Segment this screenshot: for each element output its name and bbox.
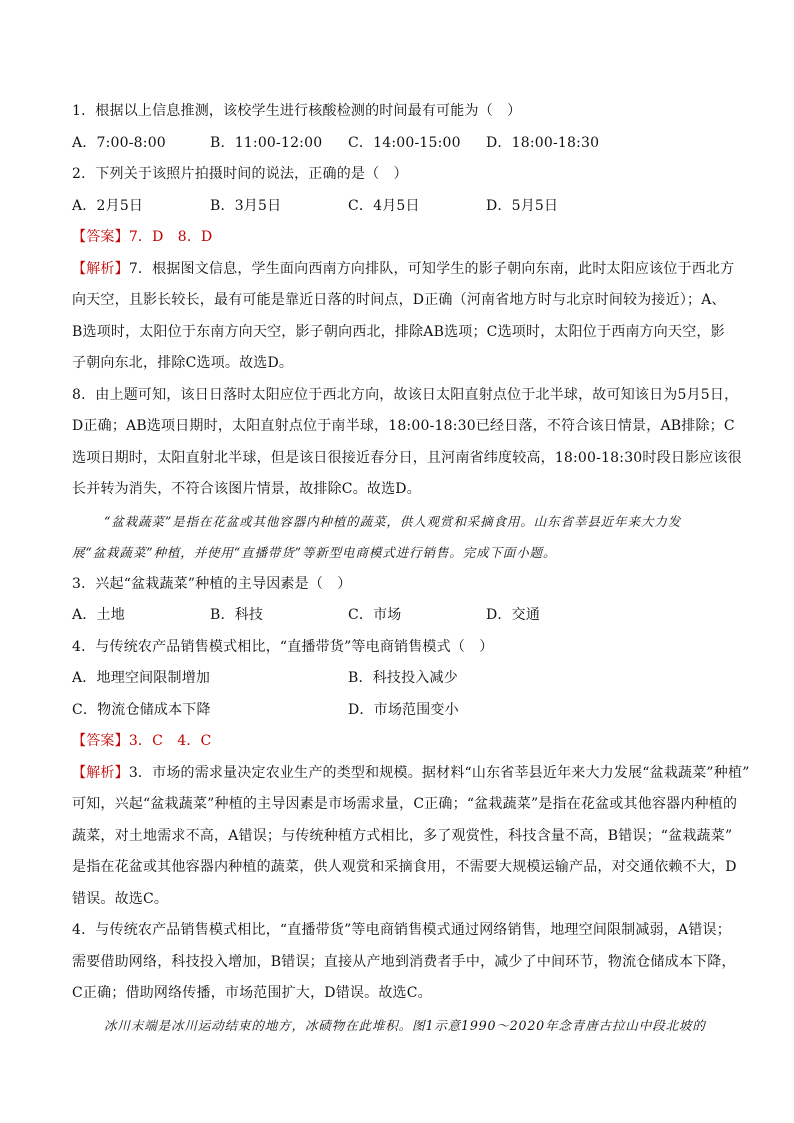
option-b: B．11:00-12:00 [210,134,323,151]
explanation-7-line [72,254,735,286]
explanation-7-line: 子朝向东北，排除C选项。故选D。 [72,355,294,371]
explanation-4-line: 4．与传统农产品销售模式相比，“直播带货”等电商销售模式通过网络销售，地理空间限制减弱，A错误； [72,922,731,938]
answer-tag: 【答案】 [72,733,129,749]
option-a: A．地理空间限制增加 [72,670,211,686]
option-d: D．18:00-18:30 [486,134,600,151]
option-a: A．7:00-8:00 [72,134,166,151]
explanation-3-line: 蔬菜，对土地需求不高，A错误；与传统种植方式相比，多了观赏性，科技含量不高，B错误；“盆栽蔬菜” [72,827,733,844]
question-3-options [72,600,732,632]
explanation-3-line [72,758,750,790]
document-page [72,96,750,1041]
explanation-8-line: 8．由上题可知，该日日落时太阳应位于西北方向，故该日太阳直射点位于北半球，故可知该日为5月5日， [72,386,739,403]
answer-text: 7．D 8．D [128,229,213,245]
option-d: D．5月5日 [486,197,559,214]
explanation-4-line: C正确；借助网络传播，市场范围扩大，D错误。故选C。 [72,985,432,1001]
option-b: B．3月5日 [210,197,282,214]
option-c: C．14:00-15:00 [348,134,461,151]
question-2-stem: 2．下列关于该照片拍摄时间的说法，正确的是（ ） [72,166,408,182]
option-b: B．科技 [210,607,264,623]
question-4-options-row2 [72,695,732,727]
answer-3-4 [72,726,732,758]
question-4-options-row1 [72,663,732,695]
explanation-7-line: 向天空，且影长较长，最有可能是靠近日落的时间点，D正确（河南省地方时与北京时间较为接近）；A、 [72,292,726,308]
answer-7-8 [72,222,732,254]
question-1-stem: 1．根据以上信息推测，该校学生进行核酸检测的时间最有可能为（ ） [72,103,522,119]
explanation-3-line: 可知，兴起“盆栽蔬菜”种植的主导因素是市场需求量，C正确；“盆栽蔬菜”是指在花盆或其他容器内种植的 [72,796,738,812]
explanation-text: 7．根据图文信息，学生面向西南方向排队，可知学生的影子朝向东南，此时太阳应该位于西北方 [128,260,735,277]
question-1-options [72,128,732,160]
explanation-text: 3．市场的需求量决定农业生产的类型和规模。据材料“山东省莘县近年来大力发展“盆栽蔬菜”种植” [128,764,750,781]
explanation-8-line: D正确；AB选项日期时，太阳直射点位于南半球，18:00-18:30已经日落，不符合该日情景，AB排除；C [72,418,735,434]
explanation-8-line: 长并转为消失，不符合该图片情景，故排除C。故选D。 [72,481,421,497]
explanation-4-line: 需要借助网络，科技投入增加，B错误；直接从产地到消费者手中，减少了中间环节，物流仓储成本下降， [72,953,736,970]
question-4-stem: 4．与传统农产品销售模式相比，“直播带货”等电商销售模式（ ） [72,638,494,655]
explanation-tag: 【解析】 [72,764,129,781]
explanation-tag: 【解析】 [72,260,129,277]
option-c: C．4月5日 [348,197,420,214]
explanation-3-line: 是指在花盆或其他容器内种植的蔬菜，供人观赏和采摘食用，不需要大规模运输产品，对交通依赖不大，D [72,859,737,875]
option-d: D．交通 [486,607,541,623]
question-3-stem: 3．兴起“盆栽蔬菜”种植的主导因素是（ ） [72,575,352,592]
explanation-8-line: 选项日期时，太阳直射北半球，但是该日很接近春分日，且河南省纬度较高，18:00-18:30时段日影应该很 [72,449,742,466]
option-a: A．土地 [72,607,125,623]
option-d: D．市场范围变小 [348,701,459,718]
answer-text: 3．C 4．C [128,733,212,749]
answer-tag: 【答案】 [72,229,129,245]
explanation-7-line: B选项时，太阳位于东南方向天空，影子朝向西北，排除AB选项；C选项时，太阳位于西南方向天空，影 [72,323,725,340]
explanation-3-line: 错误。故选C。 [72,890,169,907]
option-c: C．市场 [348,607,402,623]
question-2-options [72,191,732,223]
option-b: B．科技投入减少 [348,670,458,686]
material-intro-line: “盆栽蔬菜”是指在花盆或其他容器内种植的蔬菜，供人观赏和采摘食用。山东省莘县近年来大力发 [104,513,682,529]
material-intro-line: 展“盆栽蔬菜”种植，并使用“直播带货”等新型电商模式进行销售。完成下面小题。 [72,545,557,560]
option-a: A．2月5日 [72,197,144,214]
material-intro-line: 冰川末端是冰川运动结束的地方，冰碛物在此堆积。图1示意1990～2020年念青唐古拉山中段北坡的 [104,1017,706,1033]
option-c: C．物流仓储成本下降 [72,701,211,718]
